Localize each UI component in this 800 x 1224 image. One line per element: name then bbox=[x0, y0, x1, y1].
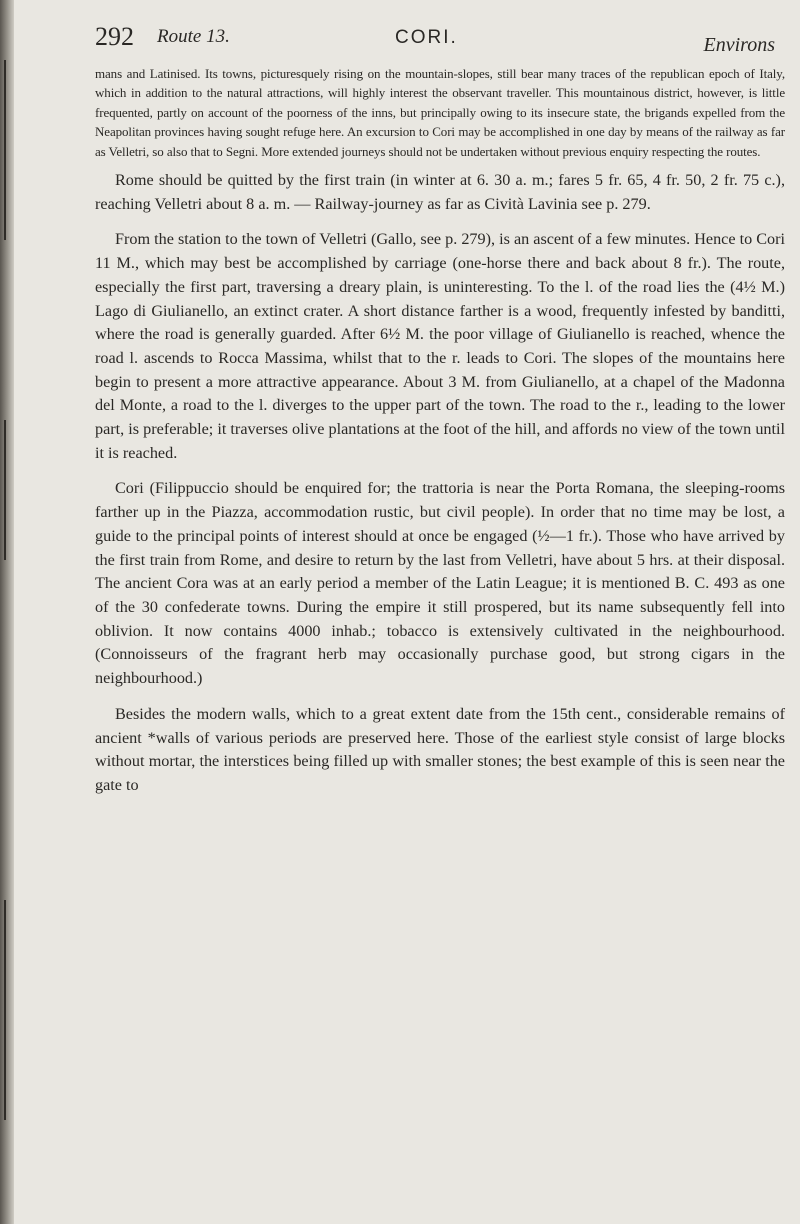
running-header bbox=[95, 18, 785, 62]
intro-paragraph: mans and Latinised. Its towns, picturesquely rising on the mountain-slopes, still bear many traces of the republican epoch of Italy, which in addition to the natural attractions, will highly interest the observant traveller. This mountainous district, however, is little frequented, partly on account of the poorness of the inns, but principally owing to its insecure state, the brigands expelled from the Neapolitan provinces having sought refuge here. An excursion to Cori may be accomplished in one day by means of the railway as far as Velletri, so also that to Segni. More extended journeys should not be undertaken without previous enquiry respecting the routes. bbox=[95, 66, 785, 159]
spine-mark bbox=[4, 60, 6, 240]
spine-mark bbox=[4, 420, 6, 560]
book-spine-shadow bbox=[0, 0, 14, 1224]
route-paragraph: From the station to the town of Velletri (Gallo, see p. 279), is an ascent of a few minutes. Hence to Cori 11 M., which may best be accomplished by carriage (one-horse there and back about 8 fr.). The route, especially the first part, traversing a dreary plain, is uninteresting. To the l. of the road lies the (4½ M.) Lago di Giulianello, an extinct crater. A short distance farther is a wood, frequently infested by banditti, where the road is generally guarded. After 6½ M. the poor village of Giulianello is reached, whence the road l. ascends to Rocca Massima, whilst that to the r. leads to Cori. The slopes of the mountains here begin to present a more attractive appearance. About 3 M. from Giulianello, at a chapel of the Madonna del Monte, a road to the l. diverges to the upper part of the town. The road to the r., leading to the lower part, is preferable; it traverses olive plantations at the foot of the hill, and affords no view of the town until it is reached. bbox=[95, 230, 785, 462]
section-title: Environs bbox=[703, 34, 775, 56]
place-heading: CORI. bbox=[395, 27, 458, 48]
page-number: 292 bbox=[95, 22, 134, 51]
walls-paragraph: Besides the modern walls, which to a great extent date from the 15th cent., considerable remains of ancient *walls of various periods are preserved here. Those of the earliest style consist of large blocks without mortar, the interstices being filled up with smaller stones; the best example of this is seen near the gate to bbox=[95, 704, 785, 794]
route-title: Route 13. bbox=[157, 26, 230, 47]
cori-paragraph: Cori (Filippuccio should be enquired for; the trattoria is near the Porta Romana, the sleeping-rooms farther up in the Piazza, accommodation rustic, but civil people). In order that no time may be lost, a guide to the principal points of interest should at once be engaged (½—1 fr.). Those who have arrived by the first train from Rome, and desire to return by the last from Velletri, have about 5 hrs. at their disposal. The ancient Cora was at an early period a member of the Latin League; it is mentioned B. C. 493 as one of the 30 confederate towns. During the empire it still prospered, but its name subsequently fell into oblivion. It now contains 4000 inhab.; tobacco is extensively cultivated in the neighbourhood. (Connoisseurs of the fragrant herb may occasionally purchase good, but strong cigars in the neighbourhood.) bbox=[95, 479, 785, 688]
spine-mark bbox=[4, 900, 6, 1120]
book-page bbox=[95, 18, 785, 798]
departure-paragraph: Rome should be quitted by the first train (in winter at 6. 30 a. m.; fares 5 fr. 65, 4 fr. 50, 2 fr. 75 c.), reaching Velletri about 8 a. m. — Railway-journey as far as Cività Lavinia see p. 279. bbox=[95, 171, 785, 213]
